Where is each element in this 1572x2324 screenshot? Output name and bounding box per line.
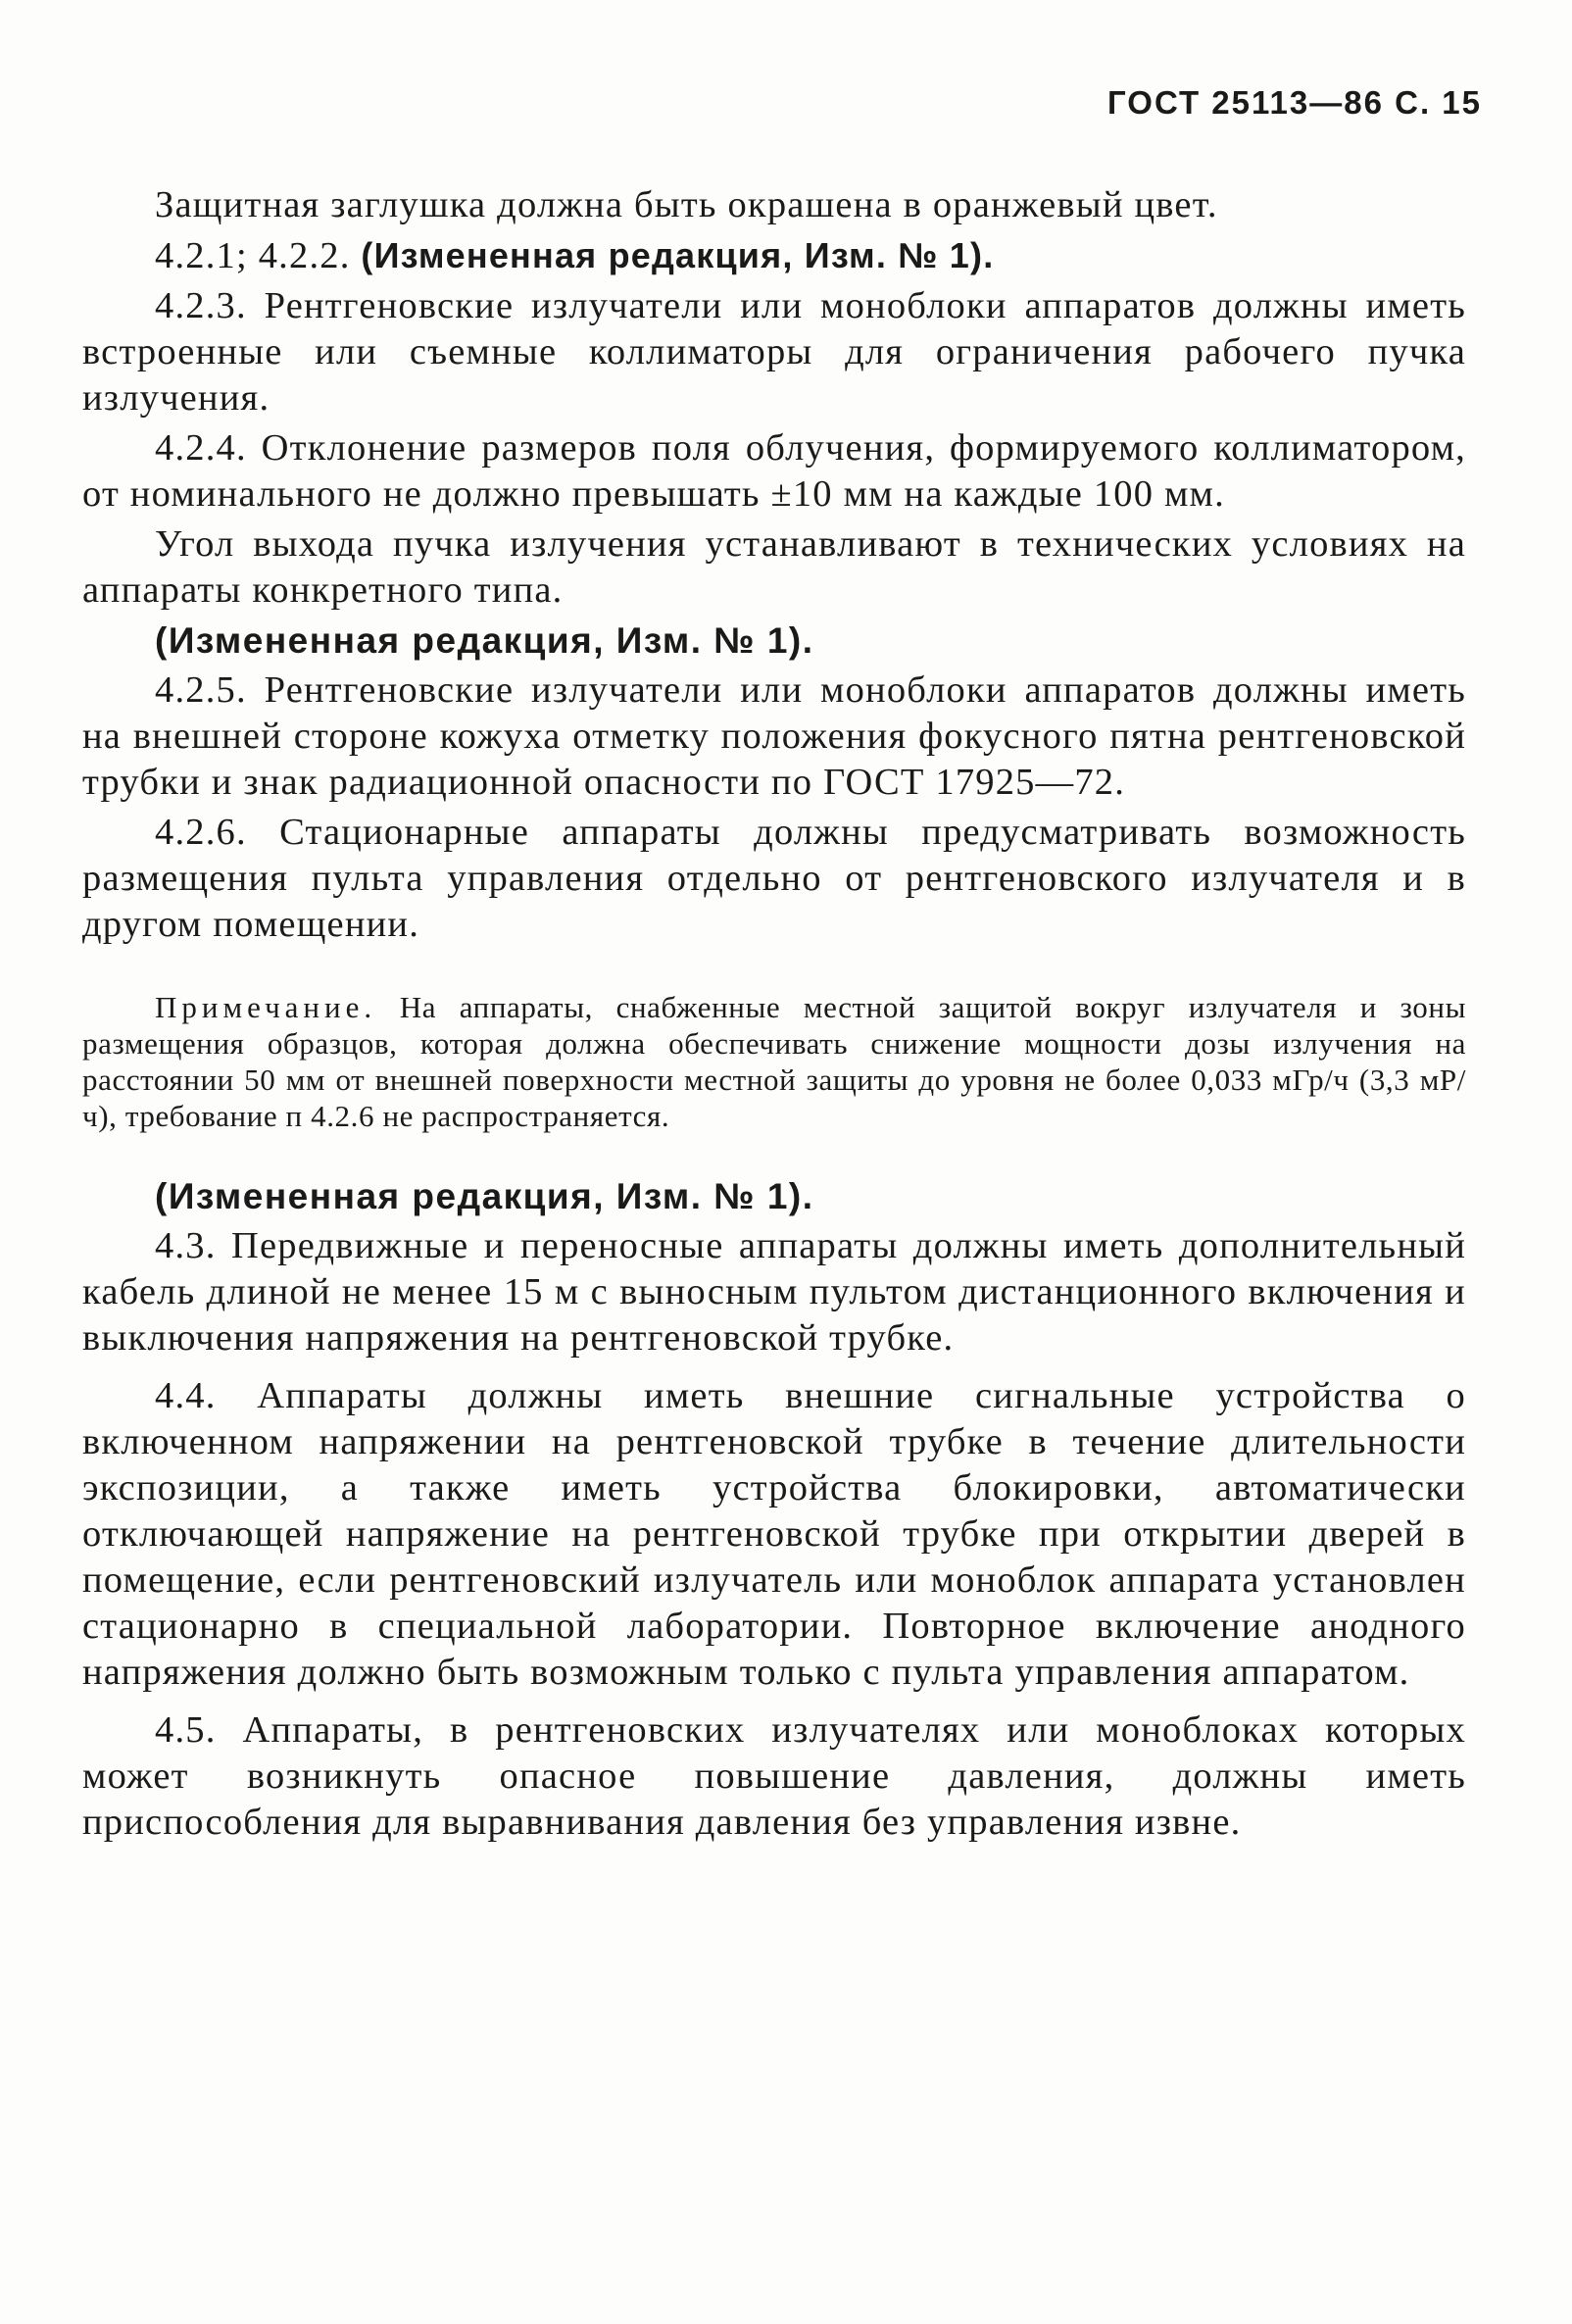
paragraph-4-3: 4.3. Передвижные и переносные аппараты должны иметь дополнительный кабель длиной не менее 15 м с выносным пультом дистанционного включения и выключения напряжения на рентгеновской трубке. [82, 1225, 1466, 1359]
page-header: ГОСТ 25113—86 С. 15 [1107, 84, 1482, 121]
revision-note: (Измененная редакция, Изм. № 1). [155, 620, 814, 661]
document-body [82, 182, 1466, 1850]
revision-note: (Измененная редакция, Изм. № 1). [361, 235, 995, 275]
paragraph-beam-angle: Угол выхода пучка излучения устанавливают в технических условиях на аппараты конкретного типа. [82, 523, 1466, 611]
paragraph-4-4: 4.4. Аппараты должны иметь внешние сигнальные устройства о включенном напряжении на рентгеновской трубке в течение длительности экспозиции, а также иметь устройства блокировки, автоматически отключающей напряжение на рентгеновской трубке при открытии дверей в помещение, если рентгеновский излучатель или моноблок аппарата установлен стационарно в специальной лаборатории. Повторное включение анодного напряжения должно быть возможным только с пульта управления аппаратом. [82, 1375, 1466, 1693]
paragraph-4-2-5: 4.2.5. Рентгеновские излучатели или моноблоки аппаратов должны иметь на внешней стороне кожуха отметку положения фокусного пятна рентгеновской трубки и знак радиационной опасности по ГОСТ 17925—72. [82, 669, 1466, 803]
paragraph-cap-color: Защитная заглушка должна быть окрашена в оранжевый цвет. [155, 184, 1218, 225]
paragraph-4-5: 4.5. Аппараты, в рентгеновских излучателях или моноблоках которых может возникнуть опасное повышение давления, должны иметь приспособления для выравнивания давления без управления извне. [82, 1709, 1466, 1843]
paragraph-4-2-4: 4.2.4. Отклонение размеров поля облучения, формируемого коллиматором, от номинального не должно превышать ±10 мм на каждые 100 мм. [82, 427, 1466, 515]
note-text: На аппараты, снабженные местной защитой вокруг излучателя и зоны размещения образцов, которая должна обеспечивать снижение мощности дозы излучения на расстоянии 50 мм от внешней поверхности местной защиты до уровня не более 0,033 мГр/ч (3,3 мР/ч), требование п 4.2.6 не распространяется. [82, 990, 1466, 1133]
note-block [82, 989, 1466, 1134]
revision-note: (Измененная редакция, Изм. № 1). [155, 1176, 814, 1216]
note-label: Примечание. [155, 990, 377, 1024]
paragraph-4-2-6: 4.2.6. Стационарные аппараты должны предусматривать возможность размещения пульта управления отдельно от рентгеновского излучателя и в другом помещении. [82, 812, 1466, 945]
paragraph-4-2-1 [82, 232, 1466, 279]
clause-number: 4.2.1; 4.2.2. [155, 235, 351, 276]
paragraph-4-2-3: 4.2.3. Рентгеновские излучатели или моноблоки аппаратов должны иметь встроенные или съемные коллиматоры для ограничения рабочего пучка излучения. [82, 285, 1466, 419]
